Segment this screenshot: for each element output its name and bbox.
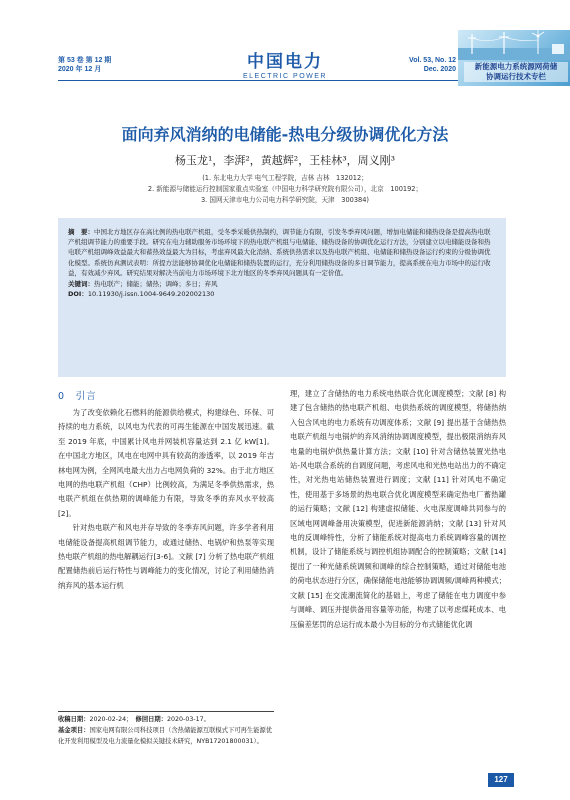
section-heading xyxy=(58,388,97,402)
banner-line-1: 新能源电力系统源网荷储 xyxy=(474,62,558,71)
issue-info-right xyxy=(404,56,456,74)
banner-line-2: 协调运行技术专栏 xyxy=(486,72,546,81)
volume-issue-cn: 第 53 卷 第 12 期 xyxy=(58,57,112,64)
body-paragraph: 为了改变依赖化石燃料的能源供给模式，构建绿色、环保、可持续的电力系统，以风电为代表的可再生能源在中国发展迅速。截至 2019 年底，中国累计风电并网装机容量达到 2.1 亿 kW[1]。在中国北方地区，风电在电网中具有较高的渗透率，以 2019 年吉林电网为例，全网风电最大出力占电网负荷的 32%。由于北方地区电网的热电联产机组（CHP）比例较高，为满足冬季供热需求，热电联产机组在供热期的调峰能力有限，导致冬季的弃风水平较高[2]。 xyxy=(58,408,274,518)
date-cn: 2020 年 12 月 xyxy=(58,66,102,73)
affiliation-1: (1. 东北电力大学 电气工程学院，吉林 吉林 132012； xyxy=(202,174,368,182)
affiliation-3: 3. 国网天津市电力公司电力科学研究院，天津 300384) xyxy=(200,196,369,204)
section-title: 引言 xyxy=(75,391,97,402)
fund-text: 国家电网有限公司科技项目（含热储能源互联模式下可再生能源优化开发利用模型及电力流量化模拟关键技术研究，NYB17201800031）。 xyxy=(58,727,273,745)
keywords-label: 关键词： xyxy=(68,280,94,289)
special-column-banner xyxy=(458,30,570,86)
received-date: 2020-02-24； xyxy=(89,716,130,723)
left-column xyxy=(58,406,274,593)
fund-label: 基金项目： xyxy=(58,727,90,734)
volume-issue-en: Vol. 53, No. 12 xyxy=(409,57,456,64)
keywords-text: 热电联产；储能；储热；调峰；多日；弃风 xyxy=(94,280,218,289)
revised-label: 修回日期： xyxy=(135,716,168,723)
footnote-dates xyxy=(58,714,274,725)
doi-link[interactable]: 10.11930/j.issn.1004-9649.202002130 xyxy=(87,290,215,299)
abstract-label: 摘 要： xyxy=(68,228,94,236)
footnote xyxy=(58,714,274,747)
footnote-rule xyxy=(58,711,274,712)
footnote-fund xyxy=(58,725,274,747)
header-rule xyxy=(58,80,458,81)
banner-caption xyxy=(464,62,568,82)
revised-date: 2020-03-17。 xyxy=(167,716,210,723)
right-column xyxy=(290,387,506,632)
received-label: 收稿日期： xyxy=(58,716,90,723)
power-grid-illustration xyxy=(458,30,570,60)
date-en: Dec. 2020 xyxy=(423,66,456,73)
journal-title-en: ELECTRIC POWER xyxy=(242,73,327,80)
affiliation-2: 2. 新能源与储能运行控制国家重点实验室（中国电力科学研究院有限公司），北京 100192； xyxy=(147,185,423,193)
abstract-paragraph xyxy=(68,227,496,278)
keywords-line xyxy=(68,279,496,289)
body-paragraph: 理，建立了含储热的电力系统电热联合优化调度模型；文献 [8] 构建了包含储热的热电联产机组、电供热系统的调度模型，将储热纳入包含风电的电力系统有功调度体系；文献 [9] 提出基于含储热热电联产机组与电锅炉的弃风消纳协调调度模型，提出极限消纳弃风电量的电锅炉供热量计算方法；文献 [10] 针对含储热装置光热电站-风电联合系统的自调度问题，考虑风电和光热电站出力的不确定性，对光热电站储热装置进行调度；文献 [11] 针对风电不确定性，使用基于多场景的热电联合优化调度模型来确定热电厂蓄热罐的运行策略；文献 [12] 构建虚拟储能、火电深度调峰共同参与的区域电网调峰备用决策模型，促进新能源消纳；文献 [13] 针对风电的反调峰特性，分析了储能系统对提高电力系统调峰容量的调控机制，设计了储能系统与调控机组协调配合的控制策略；文献 [14] 提出了一种光储系统调频和调峰的综合控制策略，通过对储能电池的荷电状态进行分区，确保储能电池能够协调调频/调峰两种模式；文献 [15] 在交流潮流简化的基础上，考虑了储能在电力调度中参与调峰、调压并提供备用容量等功能，构建了以考虑煤耗成本、电压偏差惩罚的总运行成本最小为目标的分布式储能优化调 xyxy=(290,389,506,629)
page-number: 127 xyxy=(488,773,514,787)
section-number: 0 xyxy=(58,391,66,402)
doi-label: DOI： xyxy=(68,290,88,299)
body-paragraph: 针对热电联产和风电并存导致的冬季弃风问题，许多学者利用电储能设备提高机组调节能力，或通过储热、电锅炉和热泵等实现热电联产机组的热电解耦运行[3-6]。文献 [7] 分析了热电联产机组配置储热前后运行特性与调峰能力的变化情况，讨论了利用储热消纳弃风的基本运行机 xyxy=(58,523,274,590)
paper-title: 面向弃风消纳的电储能-热电分级协调优化方法 xyxy=(121,125,449,144)
abstract-box xyxy=(58,218,506,377)
abstract-text: 中国北方地区存在高比例的热电联产机组，受冬季采暖供热制约，调节能力有限，引发冬季弃风问题，增加电储能和储热设备是提高热电联产机组调节能力的重要手段。研究在电力辅助服务市场环境下的热电联产机组与电储能、储热设备的协调优化运行方法，分别建立以电储能设备和热电联产机组调峰效益最大和蓄热效益最大为目标，考虑弃风最大化消纳、系统供热需求以及热电联产机组、电储能和储热设备运行约束的分级协调优化模型。系统仿真测试表明：所提方法能够协调优化电储能和储热装置的运行，充分利用储热设备的多日调节能力，提高系统在电力市场中的运行收益，有效减少弃风。研究结果对解决当前电力市场环境下北方地区的冬季弃风问题具有一定价值。 xyxy=(68,228,491,277)
doi-line xyxy=(68,289,496,299)
author-list: 杨玉龙¹，李湃²，黄越辉²，王桂林³，周义刚³ xyxy=(174,154,396,167)
journal-title-cn: 中国电力 xyxy=(247,52,323,72)
